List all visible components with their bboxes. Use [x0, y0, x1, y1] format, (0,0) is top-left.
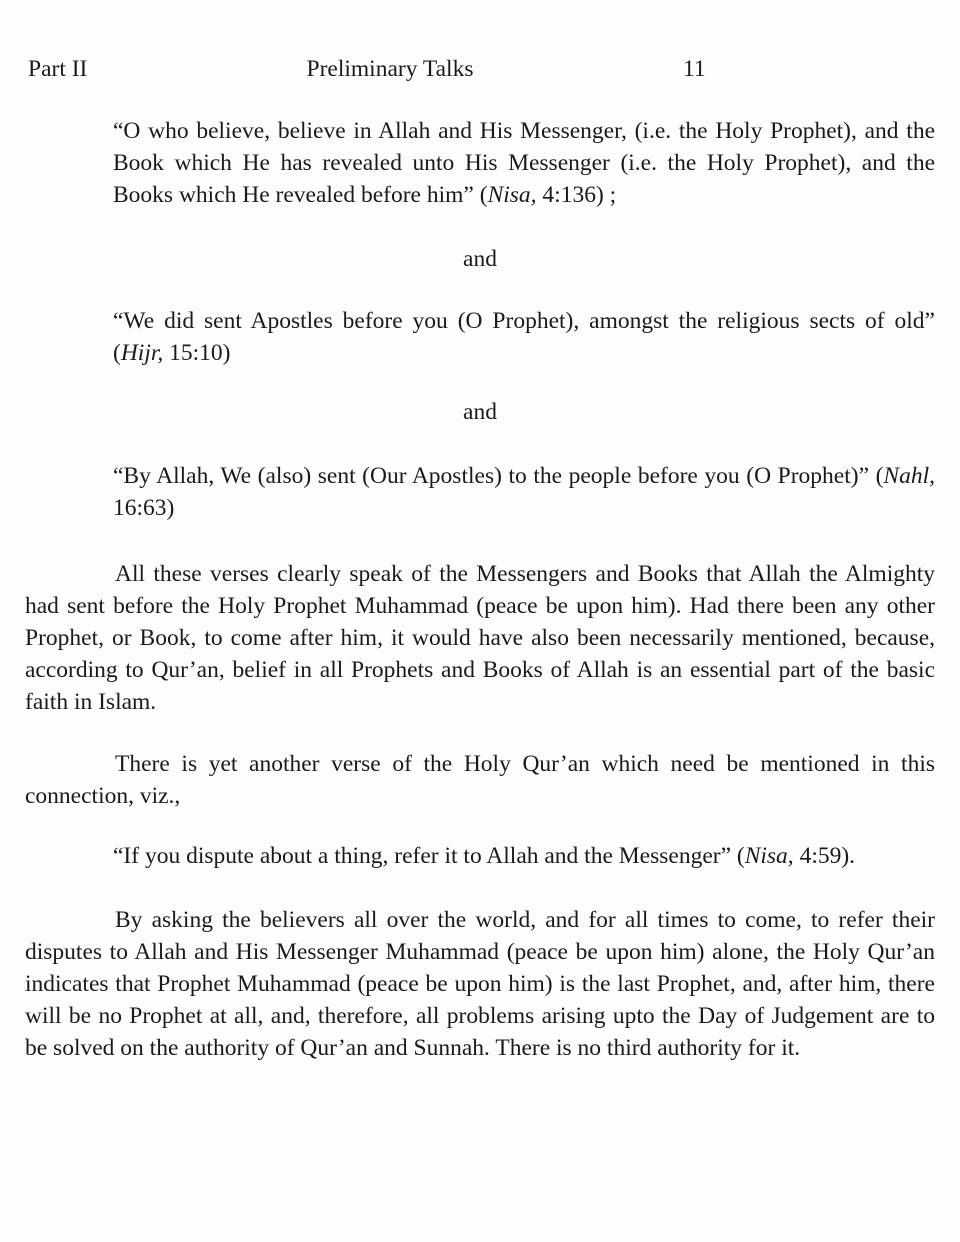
page-header [0, 53, 960, 83]
verse-quote-1-citation: Nisa, [487, 182, 537, 208]
verse-quote-3-text: “By Allah, We (also) sent (Our Apostles) to the people before you (O Prophet)” ( [113, 463, 884, 489]
separator-and-2: and [463, 399, 497, 425]
header-page-number: 11 [683, 56, 706, 82]
verse-quote-1-reference: 4:136) ; [536, 182, 617, 208]
verse-quote-1-text: “O who believe, believe in Allah and His Messenger, (i.e. the Holy Prophet), and the Book which He has revealed unto His Messenger (i.e. the Holy Prophet), and the Books which He revealed before him” ( [113, 118, 935, 208]
verse-quote-1 [113, 115, 935, 211]
separator-and-1: and [463, 246, 497, 272]
verse-quote-4-citation: Nisa, [744, 843, 794, 869]
page-content [0, 115, 960, 1064]
verse-quote-4-reference: 4:59). [793, 843, 856, 869]
verse-quote-4 [113, 840, 935, 872]
body-paragraph-2: There is yet another verse of the Holy Qur’an which need be mentioned in this connection, viz., [25, 751, 935, 809]
verse-quote-2-text: “We did sent Apostles before you (O Prophet), amongst the religious sects of old” ( [113, 308, 935, 366]
verse-quote-2 [113, 305, 935, 369]
body-paragraph-1: All these verses clearly speak of the Messengers and Books that Allah the Almighty had sent before the Holy Prophet Muhammad (peace be upon him). Had there been any other Prophet, or Book, to come after him, it would have also been necessarily mentioned, because, according to Qur’an, belief in all Prophets and Books of Allah is an essential part of the basic faith in Islam. [25, 561, 935, 715]
verse-quote-4-text: “If you dispute about a thing, refer it to Allah and the Messenger” ( [113, 843, 745, 869]
verse-quote-2-citation: Hijr, [120, 340, 164, 366]
header-chapter-title: Preliminary Talks [306, 56, 474, 82]
verse-quote-3 [113, 460, 935, 524]
verse-quote-3-reference: 16:63) [113, 495, 175, 521]
verse-quote-3-citation: Nahl, [883, 463, 935, 489]
header-part-label: Part II [28, 56, 88, 82]
body-paragraph-3: By asking the believers all over the world, and for all times to come, to refer their disputes to Allah and His Messenger Muhammad (peace be upon him) alone, the Holy Qur’an indicates that Prophet Muhammad (peace be upon him) is the last Prophet, and, after him, there will be no Prophet at all, and, therefore, all problems arising upto the Day of Judgement are to be solved on the authority of Qur’an and Sunnah. There is no third authority for it. [25, 907, 935, 1061]
verse-quote-2-reference: 15:10) [163, 340, 231, 366]
